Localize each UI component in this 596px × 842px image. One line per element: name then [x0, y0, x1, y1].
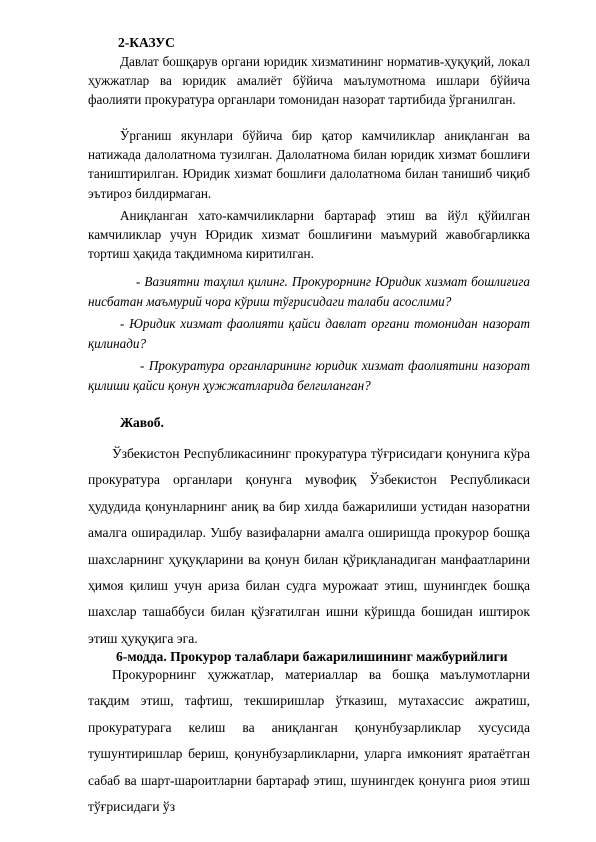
question-3: - Прокуратура органларининг юридик хизмат фаолиятини назорат қилиши қайси қонун ҳужжатларида белгиланган?	[88, 358, 530, 393]
answer-paragraph: Ўзбекистон Республикасининг прокуратура тўғрисидаги қонунига кўра прокуратура органлари қонунга мувофиқ Ўзбекистон Республикаси ҳудудида қонунларнинг аниқ ва бир хилда бажарилиши устидан назоратни амалга оширадилар. Ушбу вазифаларни амалга оширишда прокурор бошқа шахсларнинг ҳуқуқларини ва қонун билан қўриқланадиган манфаатларини ҳимоя қилиш учун ариза билан судга мурожаат этиш, шунингдек бошқа шахслар ташаббуси билан қўзғатилган ишни кўришда бошидан иштирок этиш ҳуқуқига эга.	[88, 446, 530, 646]
case-paragraph-1: Давлат бошқарув органи юридик хизматининг норматив-ҳуқуқий, локал ҳужжатлар ва юридик амалиёт бўйича маълумотнома ишлари бўйича фаолияти прокуратура органлари томонидан назорат тартибида ўрганилган.	[88, 54, 530, 108]
case-title: 2-КАЗУС	[118, 35, 175, 50]
article-heading: 6-модда. Прокурор талаблари бажарилишининг мажбурийлиги	[116, 649, 508, 664]
article-paragraph: Прокурорнинг ҳужжатлар, материаллар ва бошқа маълумотларни тақдим этиш, тафтиш, текширишлар ўтказиш, мутахассис ажратиш, прокуратурага келиш ва аниқланган қонунбузарликлар хусусида тушунтиришлар бериш, қонунбузарликларни, уларга имконият яратаётган сабаб ва шарт-шароитларни бартараф этиш, шунингдек қонунга риоя этиш тўғрисидаги ўз	[88, 667, 530, 815]
case-paragraph-3: Аниқланган хато-камчиликларни бартараф этиш ва йўл қўйилган камчиликлар учун Юридик хизмат бошлиғини маъмурий жавобгарликка тортиш ҳақида тақдимнома киритилган.	[88, 208, 530, 262]
case-paragraph-2: Ўрганиш якунлари бўйича бир қатор камчиликлар аниқланган ва натижада далолатнома тузилган. Далолатнома билан юридик хизмат бошлиғи таништирилган. Юридик хизмат бошлиғи далолатнома билан танишиб чиқиб эътироз билдирмаган.	[88, 128, 530, 201]
question-2: - Юридик хизмат фаолияти қайси давлат органи томонидан назорат қилинади?	[88, 316, 530, 351]
answer-heading: Жавоб.	[120, 415, 164, 430]
question-1: - Вазиятни таҳлил қилинг. Прокурорнинг Юридик хизмат бошлиғига нисбатан маъмурий чора кўриш тўғрисидаги талаби асослими?	[88, 274, 530, 309]
